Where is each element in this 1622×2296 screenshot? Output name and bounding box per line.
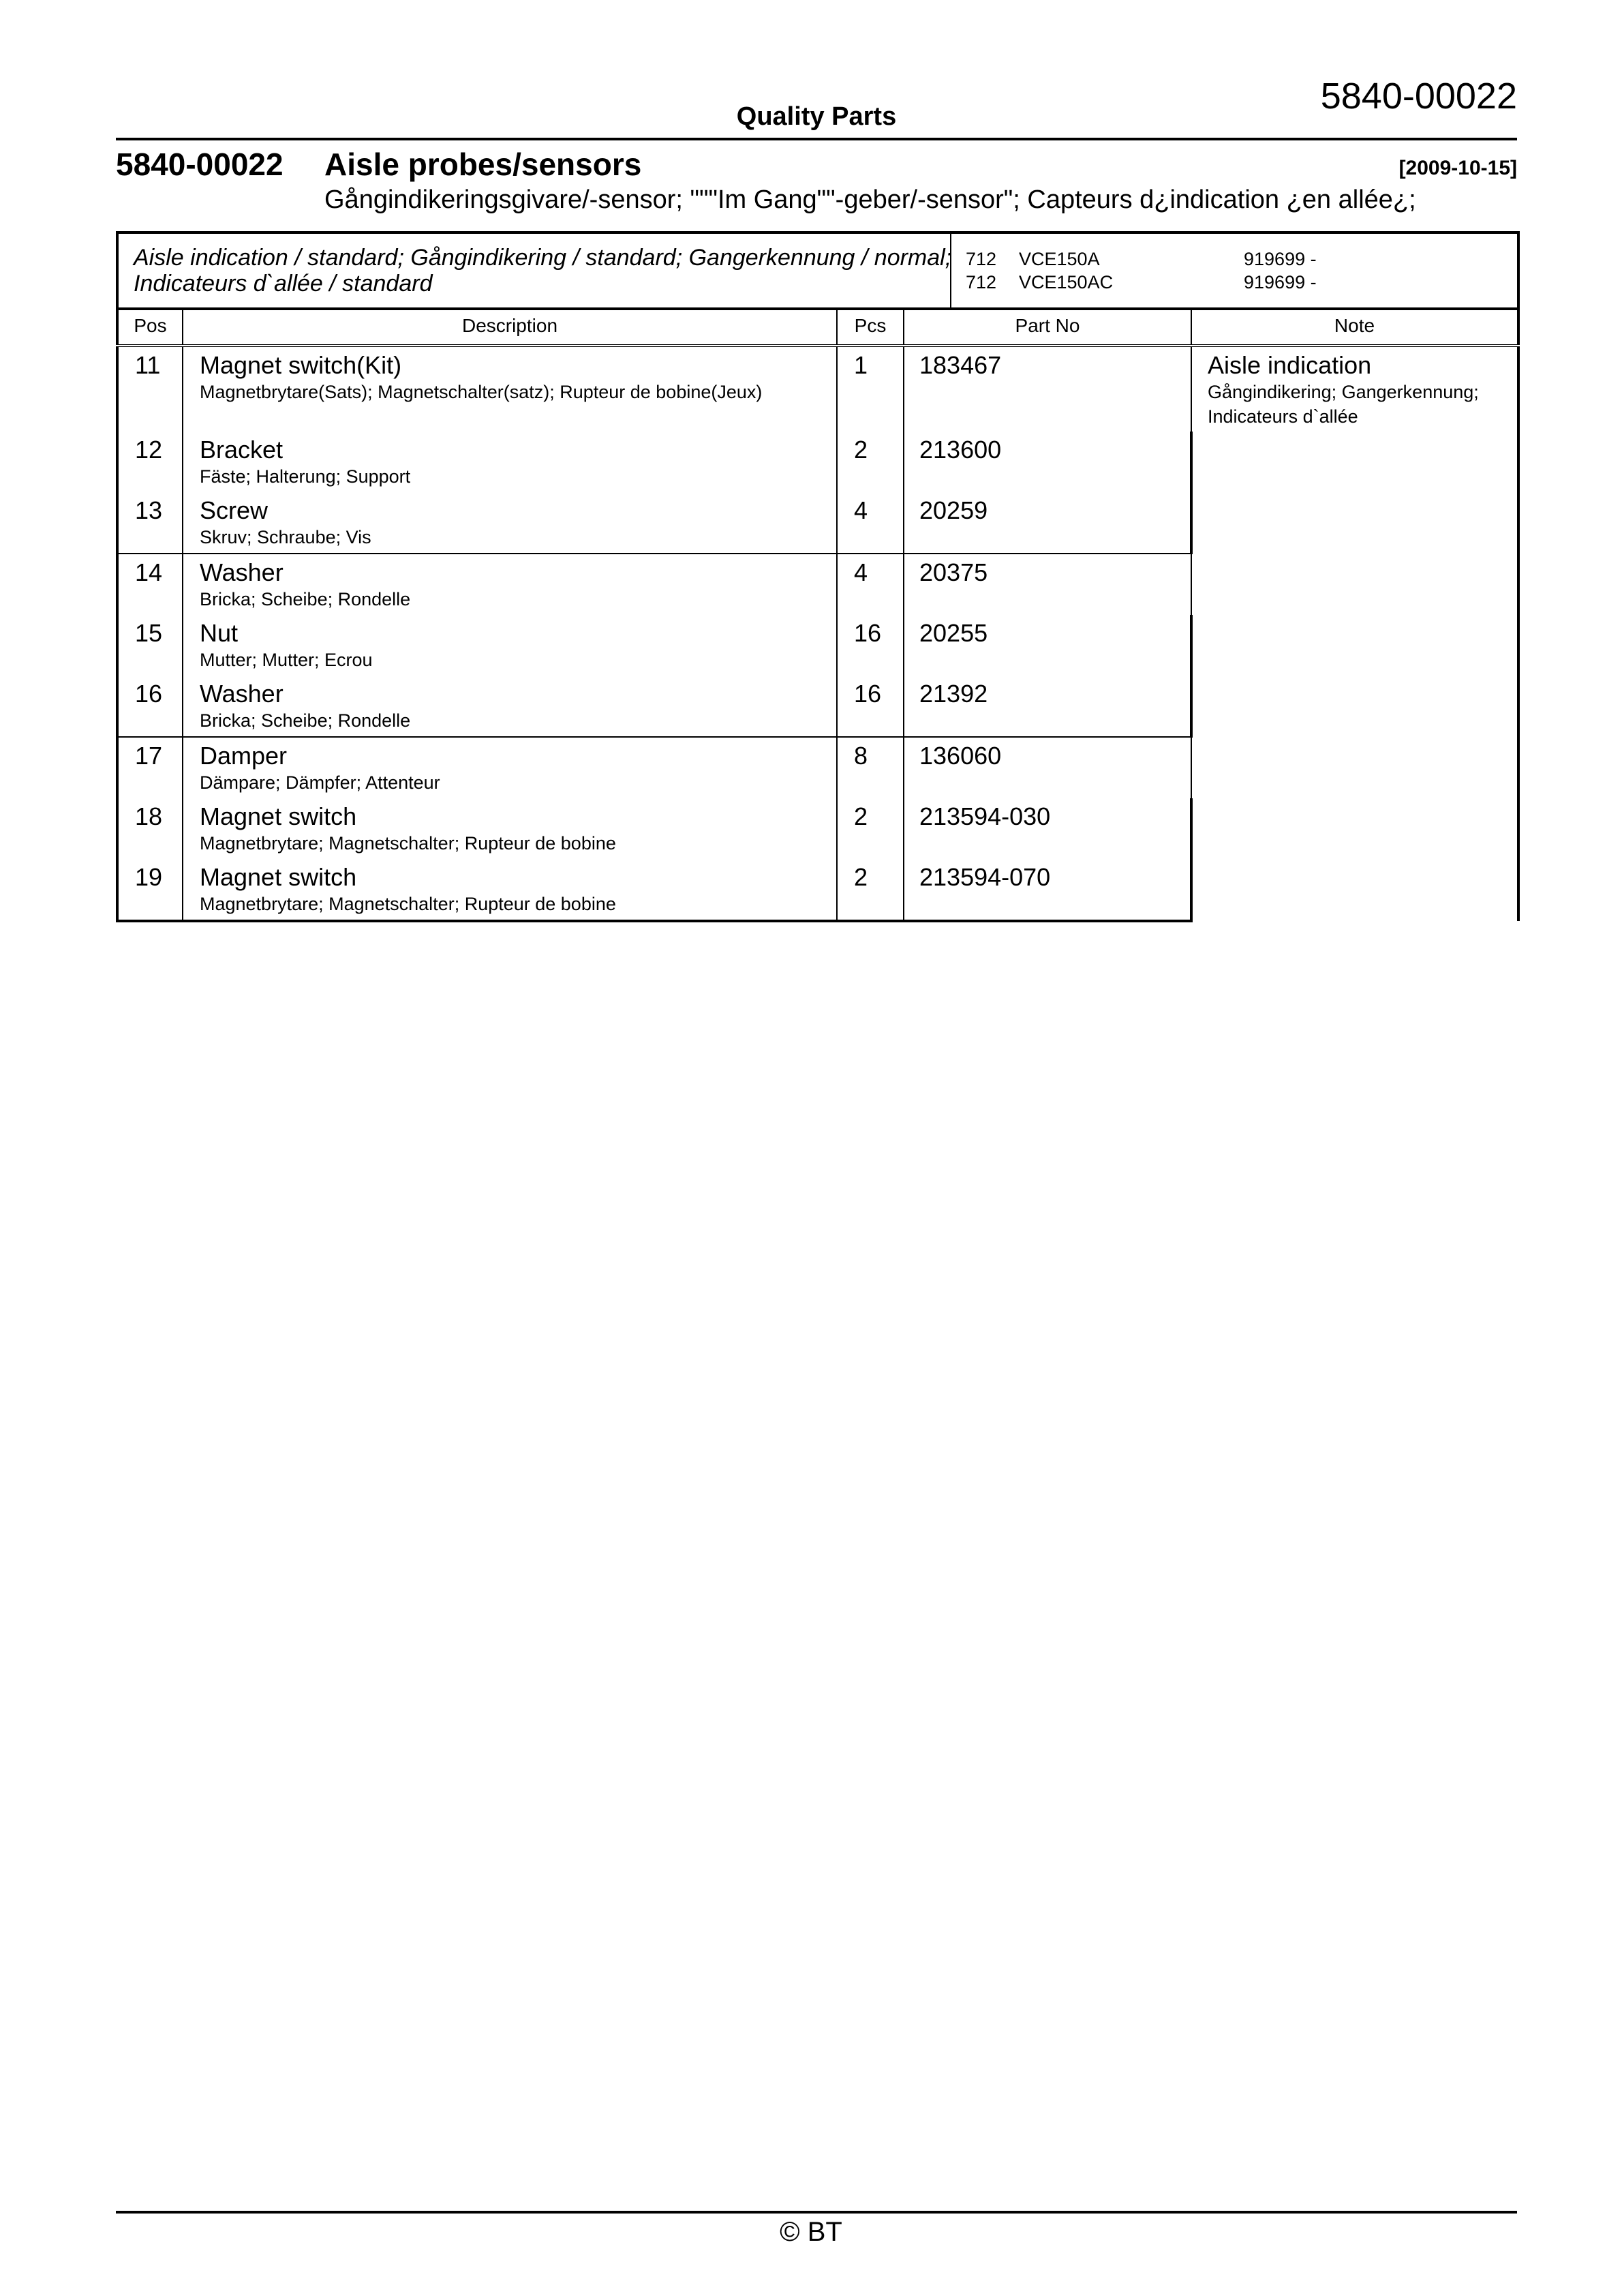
cell-pos: 17 xyxy=(117,737,183,798)
cell-note xyxy=(1191,554,1518,737)
page-header xyxy=(116,75,1517,140)
cell-pcs: 2 xyxy=(837,432,904,492)
variant-model: 712 xyxy=(966,249,997,269)
note-text: Aisle indication xyxy=(1208,351,1372,379)
cell-pcs: 8 xyxy=(837,737,904,798)
part-translations: Bricka; Scheibe; Rondelle xyxy=(200,710,411,731)
section-date: [2009-10-15] xyxy=(1398,157,1517,179)
header-pos: Pos xyxy=(117,307,183,346)
variant-serial: 919699 - xyxy=(1244,272,1317,292)
part-name: Screw xyxy=(200,496,269,524)
section-title: Aisle probes/sensors xyxy=(324,147,642,182)
cell-pcs: 16 xyxy=(837,615,904,676)
part-name: Damper xyxy=(200,742,288,770)
part-translations: Fäste; Halterung; Support xyxy=(200,466,411,487)
part-name: Magnet switch xyxy=(200,863,357,891)
parts-table xyxy=(116,307,1520,922)
cell-description xyxy=(183,346,837,432)
cell-pcs: 4 xyxy=(837,554,904,615)
cell-pos: 12 xyxy=(117,432,183,492)
part-translations: Bricka; Scheibe; Rondelle xyxy=(200,589,411,609)
variant-box xyxy=(116,231,1520,310)
cell-part-no: 183467 xyxy=(904,346,1191,432)
cell-pos: 19 xyxy=(117,859,183,921)
variant-description: Aisle indication / standard; Gångindikering / standard; Gangerkennung / normal; Indicateurs d`allée / standard xyxy=(134,245,952,297)
cell-description xyxy=(183,676,837,737)
part-translations: Dämpare; Dämpfer; Attenteur xyxy=(200,772,440,793)
cell-pos: 18 xyxy=(117,798,183,859)
cell-pos: 14 xyxy=(117,554,183,615)
table-row xyxy=(117,346,1518,432)
header-pcs: Pcs xyxy=(837,307,904,346)
variant-list xyxy=(966,247,1484,294)
variant-line xyxy=(966,271,1484,294)
footer-copyright: © BT xyxy=(780,2217,842,2247)
section-code: 5840-00022 xyxy=(116,147,284,182)
variant-divider xyxy=(950,234,951,307)
cell-description xyxy=(183,615,837,676)
cell-note xyxy=(1191,346,1518,554)
table-row xyxy=(117,737,1518,798)
part-name: Magnet switch(Kit) xyxy=(200,351,402,379)
cell-pos: 16 xyxy=(117,676,183,737)
cell-pcs: 4 xyxy=(837,492,904,554)
cell-pcs: 16 xyxy=(837,676,904,737)
cell-part-no: 136060 xyxy=(904,737,1191,798)
section-subtitle: Gångindikeringsgivare/-sensor; """Im Gang""-geber/-sensor"; Capteurs d¿indication ¿en allée¿; xyxy=(324,185,1416,214)
cell-part-no: 213594-030 xyxy=(904,798,1191,859)
footer-rule xyxy=(116,2211,1517,2214)
cell-part-no: 20259 xyxy=(904,492,1191,554)
header-part-no: Part No xyxy=(904,307,1191,346)
cell-pos: 15 xyxy=(117,615,183,676)
header-center-title: Quality Parts xyxy=(736,102,897,131)
cell-part-no: 20255 xyxy=(904,615,1191,676)
cell-description xyxy=(183,432,837,492)
variant-serial: 919699 - xyxy=(1244,249,1317,269)
cell-description xyxy=(183,737,837,798)
table-row xyxy=(117,554,1518,615)
cell-pcs: 2 xyxy=(837,798,904,859)
part-name: Washer xyxy=(200,558,284,586)
variant-name: VCE150A xyxy=(1019,249,1100,269)
variant-name: VCE150AC xyxy=(1019,272,1114,292)
cell-part-no: 21392 xyxy=(904,676,1191,737)
cell-pcs: 1 xyxy=(837,346,904,432)
header-doc-code: 5840-00022 xyxy=(1320,76,1517,117)
variant-line xyxy=(966,247,1484,271)
part-name: Nut xyxy=(200,619,239,647)
cell-pos: 13 xyxy=(117,492,183,554)
header-note: Note xyxy=(1191,307,1518,346)
table-header-row xyxy=(117,307,1518,346)
header-description: Description xyxy=(183,307,837,346)
part-translations: Mutter; Mutter; Ecrou xyxy=(200,650,373,670)
part-translations: Magnetbrytare; Magnetschalter; Rupteur de bobine xyxy=(200,894,616,914)
part-translations: Magnetbrytare(Sats); Magnetschalter(satz); Rupteur de bobine(Jeux) xyxy=(200,382,763,402)
cell-part-no: 213594-070 xyxy=(904,859,1191,921)
part-translations: Magnetbrytare; Magnetschalter; Rupteur de bobine xyxy=(200,833,616,854)
cell-description xyxy=(183,859,837,921)
cell-part-no: 213600 xyxy=(904,432,1191,492)
part-name: Bracket xyxy=(200,436,284,464)
part-translations: Skruv; Schraube; Vis xyxy=(200,527,371,547)
cell-note xyxy=(1191,737,1518,921)
cell-description xyxy=(183,554,837,615)
cell-pos: 11 xyxy=(117,346,183,432)
part-name: Magnet switch xyxy=(200,802,357,830)
cell-part-no: 20375 xyxy=(904,554,1191,615)
cell-description xyxy=(183,492,837,554)
variant-model: 712 xyxy=(966,272,997,292)
note-translations: Gångindikering; Gangerkennung; Indicateurs d`allée xyxy=(1208,382,1479,427)
cell-description xyxy=(183,798,837,859)
part-name: Washer xyxy=(200,680,284,708)
cell-pcs: 2 xyxy=(837,859,904,921)
